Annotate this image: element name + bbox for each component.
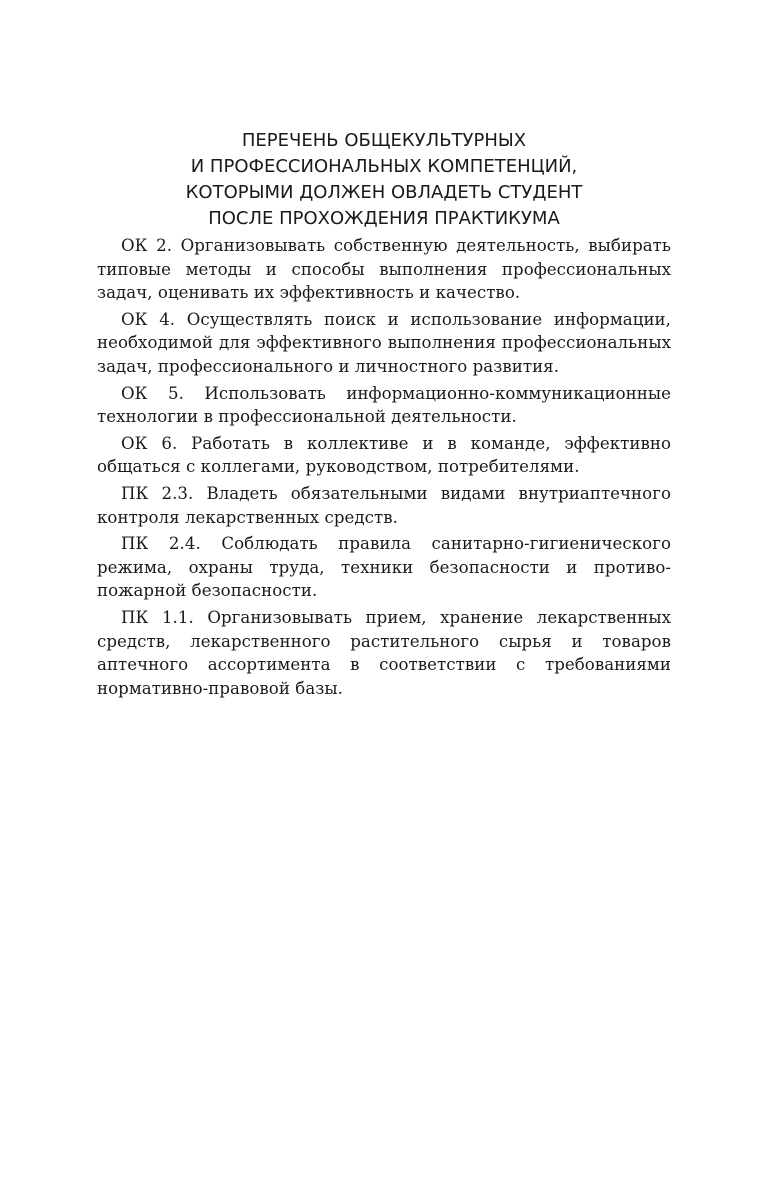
competency-ok-5: ОК 5. Использовать информационно-коммуникационные технологии в профессиональной деятельности.: [97, 383, 671, 427]
competency-ok-2: ОК 2. Организовывать собственную деятельность, выбирать типовые методы и способы выполнения профессиональных задач, оценивать их эффективность и качество.: [97, 236, 671, 303]
page-title: [98, 128, 670, 232]
competency-pk-2-3: ПК 2.3. Владеть обязательными видами внутриаптечного контроля лекарственных средств.: [97, 483, 671, 527]
title-line: КОТОРЫМИ ДОЛЖЕН ОВЛАДЕТЬ СТУДЕНТ: [185, 182, 583, 203]
competency-pk-1-1: ПК 1.1. Организовывать прием, хранение лекарственных средств, лекарственного растительного сырья и товаров аптечного ассортимента в соответствии с требованиями нормативно-правовой базы.: [97, 607, 671, 698]
title-line: И ПРОФЕССИОНАЛЬНЫХ КОМПЕТЕНЦИЙ,: [190, 156, 578, 177]
competency-ok-6: ОК 6. Работать в коллективе и в команде, эффективно общаться с коллегами, руководством, потребителями.: [97, 433, 671, 477]
competency-list: [97, 234, 671, 703]
title-line: ПЕРЕЧЕНЬ ОБЩЕКУЛЬТУРНЫХ: [241, 130, 527, 151]
title-line: ПОСЛЕ ПРОХОЖДЕНИЯ ПРАКТИКУМА: [208, 208, 560, 229]
competency-pk-2-4: ПК 2.4. Соблюдать правила санитарно-гигиенического режима, охраны труда, техники безопасности и противопожарной безопасности.: [97, 534, 671, 601]
competency-ok-4: ОК 4. Осуществлять поиск и использование информации, необходимой для эффективного выполнения профессиональных задач, профессионального и личностного развития.: [97, 309, 671, 376]
